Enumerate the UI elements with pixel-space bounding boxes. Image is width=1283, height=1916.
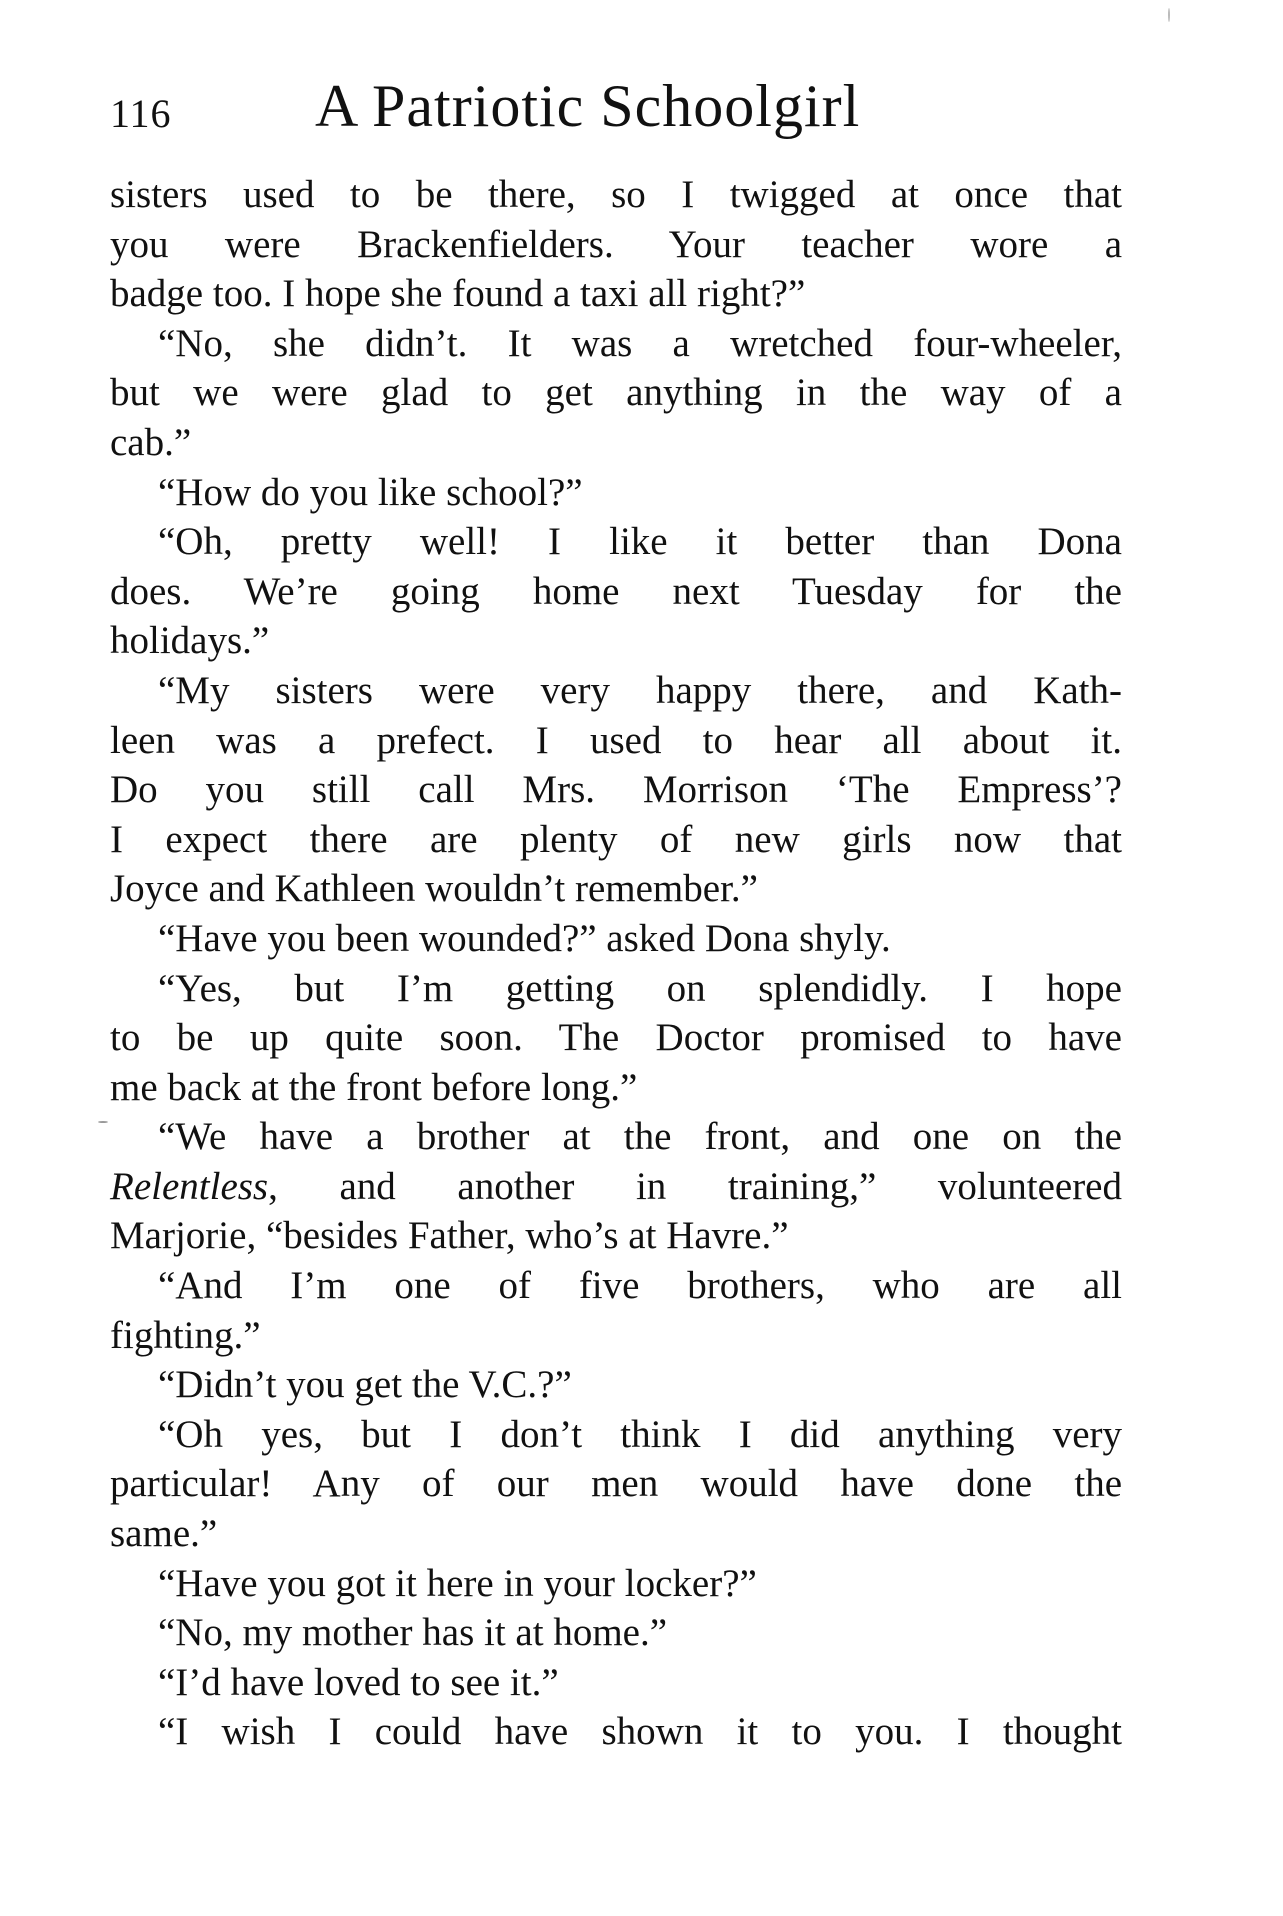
running-title: A Patriotic Schoolgirl — [315, 73, 861, 139]
text-line: “We have a brother at the front, and one on the — [158, 1115, 1122, 1159]
text-line: “How do you like school?” — [158, 470, 583, 514]
text-line: sisters used to be there, so I twigged at once that — [110, 173, 1122, 216]
text-line: fighting.” — [110, 1313, 261, 1357]
text-line: Do you still call Mrs. Morrison ‘The Empress’? — [110, 768, 1122, 812]
text-line: Joyce and Kathleen wouldn’t remember.” — [110, 867, 758, 911]
text-line: “Have you been wounded?” asked Dona shyly. — [158, 916, 891, 960]
text-line: “No, she didn’t. It was a wretched four-wheeler, — [158, 321, 1122, 365]
text-line: “Oh, pretty well! I like it better than Dona — [158, 520, 1122, 564]
text-line: “Didn’t you get the V.C.?” — [158, 1363, 572, 1407]
text-line: holidays.” — [110, 619, 270, 663]
text-line: “Have you got it here in your locker?” — [158, 1561, 757, 1605]
text-line: I expect there are plenty of new girls now that — [110, 817, 1122, 861]
page-number: 116 — [110, 91, 172, 136]
text-line: cab.” — [110, 420, 192, 464]
text-line: same.” — [110, 1512, 218, 1556]
scan-speck — [98, 1121, 108, 1123]
text-line: does. We’re going home next Tuesday for the — [110, 569, 1122, 613]
text-line: “Oh yes, but I don’t think I did anything very — [158, 1412, 1122, 1456]
page-header — [110, 72, 1122, 142]
body-text — [110, 170, 1122, 1757]
text-line: to be up quite soon. The Doctor promised to have — [110, 1016, 1122, 1060]
text-line: “I wish I could have shown it to you. I thought — [158, 1710, 1122, 1754]
text-line: you were Brackenfielders. Your teacher wore a — [110, 222, 1122, 266]
text-line: but we were glad to get anything in the way of a — [110, 371, 1122, 415]
text-line: “My sisters were very happy there, and Kath- — [158, 668, 1122, 712]
text-line: leen was a prefect. I used to hear all about it. — [110, 718, 1122, 762]
text-line: “I’d have loved to see it.” — [158, 1660, 559, 1704]
text-line: “Yes, but I’m getting on splendidly. I hope — [158, 966, 1122, 1010]
text-line: badge too. I hope she found a taxi all right?” — [110, 272, 806, 316]
text-line: “No, my mother has it at home.” — [158, 1611, 668, 1655]
text-line: particular! Any of our men would have done the — [110, 1462, 1122, 1506]
text-line: Marjorie, “besides Father, who’s at Havre.” — [110, 1214, 789, 1258]
text-line: Relentless, and another in training,” volunteered — [110, 1164, 1122, 1208]
text-line: “And I’m one of five brothers, who are all — [158, 1264, 1122, 1308]
scan-speck — [1168, 8, 1170, 22]
text-line: me back at the front before long.” — [110, 1065, 638, 1109]
